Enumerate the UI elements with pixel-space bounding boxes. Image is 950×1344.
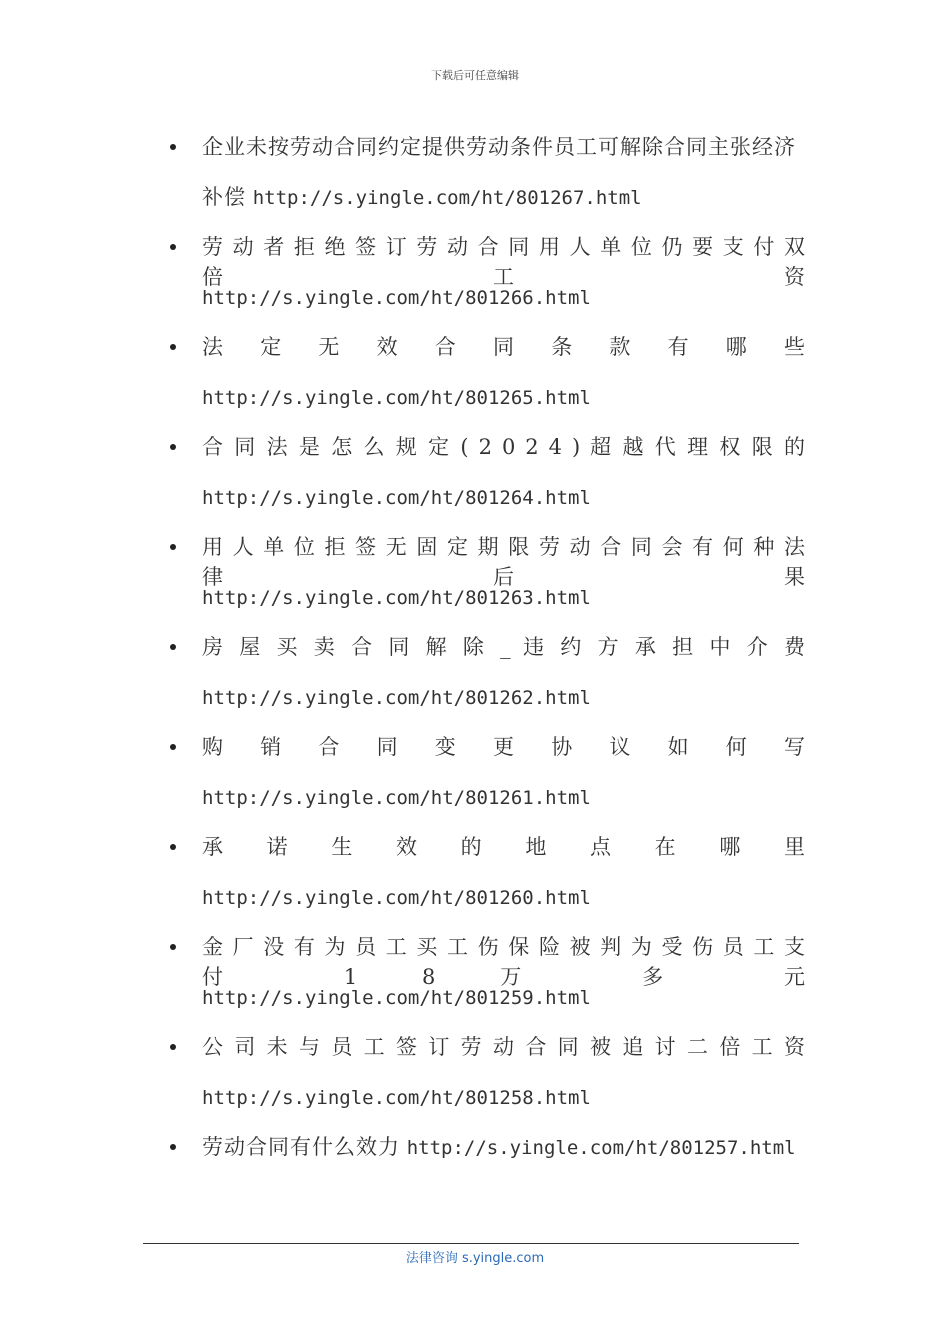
item-link[interactable]: http://s.yingle.com/ht/801266.html bbox=[202, 287, 591, 309]
item-link[interactable]: http://s.yingle.com/ht/801259.html bbox=[202, 987, 591, 1009]
item-link[interactable]: http://s.yingle.com/ht/801257.html bbox=[406, 1137, 796, 1159]
item-link[interactable]: http://s.yingle.com/ht/801262.html bbox=[202, 687, 591, 709]
list-item bbox=[0, 626, 950, 726]
bullet-icon bbox=[170, 544, 176, 550]
list-item bbox=[0, 826, 950, 926]
list-item bbox=[0, 226, 950, 326]
item-title: 房 屋 买 卖 合 同 解 除 _ 违 约 方 承 担 中 介 费 bbox=[202, 635, 806, 659]
bullet-icon bbox=[170, 344, 176, 350]
item-title: 用 人 单 位 拒 签 无 固 定 期 限 劳 动 合 同 会 有 何 种 法 律 后 果 bbox=[202, 535, 806, 589]
item-link[interactable]: http://s.yingle.com/ht/801263.html bbox=[202, 587, 591, 609]
item-line-2 bbox=[202, 182, 806, 212]
item-title: 购 销 合 同 变 更 协 议 如 何 写 bbox=[202, 735, 806, 759]
item-title: 劳动合同有什么效力 bbox=[202, 1135, 400, 1159]
item-line-1 bbox=[202, 1132, 806, 1162]
list-item bbox=[0, 126, 950, 226]
bullet-icon bbox=[170, 144, 176, 150]
link-list bbox=[0, 126, 950, 1226]
footer-link[interactable]: 法律咨询 s.yingle.com bbox=[405, 1251, 545, 1266]
item-link[interactable]: http://s.yingle.com/ht/801260.html bbox=[202, 887, 591, 909]
item-title: 法 定 无 效 合 同 条 款 有 哪 些 bbox=[202, 335, 806, 359]
bullet-icon bbox=[170, 844, 176, 850]
item-link[interactable]: http://s.yingle.com/ht/801261.html bbox=[202, 787, 591, 809]
bullet-icon bbox=[170, 644, 176, 650]
item-title: 劳 动 者 拒 绝 签 订 劳 动 合 同 用 人 单 位 仍 要 支 付 双 倍 工 资 bbox=[202, 235, 806, 289]
list-item bbox=[0, 526, 950, 626]
item-link[interactable]: http://s.yingle.com/ht/801258.html bbox=[202, 1087, 591, 1109]
bullet-icon bbox=[170, 944, 176, 950]
list-item bbox=[0, 426, 950, 526]
list-item bbox=[0, 326, 950, 426]
item-title: 公 司 未 与 员 工 签 订 劳 动 合 同 被 追 讨 二 倍 工 资 bbox=[202, 1035, 806, 1059]
bullet-icon bbox=[170, 444, 176, 450]
list-item bbox=[0, 926, 950, 1026]
bullet-icon bbox=[170, 744, 176, 750]
item-title: 承 诺 生 效 的 地 点 在 哪 里 bbox=[202, 835, 806, 859]
item-link[interactable]: http://s.yingle.com/ht/801267.html bbox=[252, 187, 642, 209]
item-title: 金 厂 没 有 为 员 工 买 工 伤 保 险 被 判 为 受 伤 员 工 支 付 1 8 万 多 元 bbox=[202, 935, 806, 989]
footer-divider bbox=[143, 1243, 799, 1244]
list-item bbox=[0, 1126, 950, 1226]
bullet-icon bbox=[170, 1144, 176, 1150]
list-item bbox=[0, 726, 950, 826]
item-title: 企业未按劳动合同约定提供劳动条件员工可解除合同主张经济 bbox=[202, 135, 796, 159]
item-title: 合 同 法 是 怎 么 规 定 ( 2 0 2 4 ) 超 越 代 理 权 限 的 bbox=[202, 435, 806, 459]
item-title-continuation: 补偿 bbox=[202, 185, 246, 209]
item-link[interactable]: http://s.yingle.com/ht/801264.html bbox=[202, 487, 591, 509]
page-header: 下载后可任意编辑 bbox=[431, 69, 519, 82]
item-link[interactable]: http://s.yingle.com/ht/801265.html bbox=[202, 387, 591, 409]
bullet-icon bbox=[170, 1044, 176, 1050]
bullet-icon bbox=[170, 244, 176, 250]
list-item bbox=[0, 1026, 950, 1126]
